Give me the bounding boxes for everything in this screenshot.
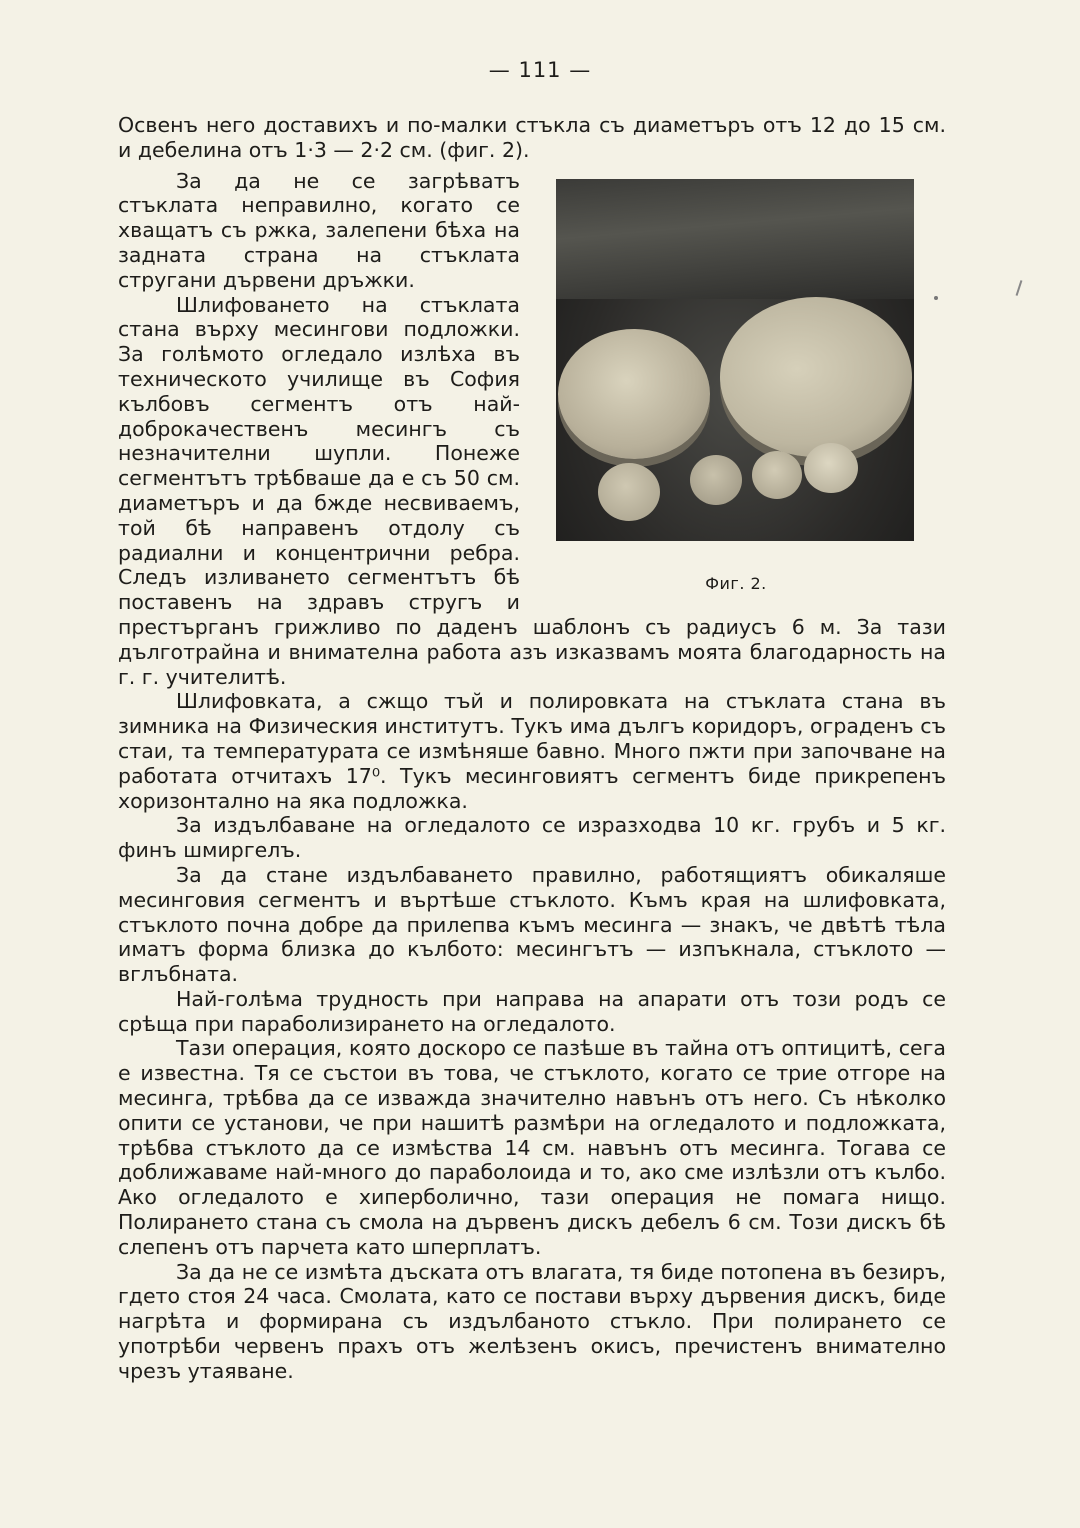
paragraph-9: За да не се измѣта дъската отъ влагата, тя биде потопена въ безиръ, гдето стоя 24 часа. Смолата, като се постави върху дървения дискъ, биде нагрѣта и формирана съ издълбаното стъкло. При полирането се употрѣби червенъ прахъ отъ желѣзенъ окисъ, пречистенъ внимателно чрезъ утаяване. [118, 1259, 946, 1383]
mirror-disc-small [598, 463, 660, 521]
paper-mark [1016, 280, 1023, 296]
mirror-disc-small [690, 455, 742, 505]
photo-background-cloth [556, 179, 914, 299]
page-number: — 111 — [488, 58, 592, 82]
mirror-disc-small [752, 451, 802, 499]
mirror-disc-large-right [720, 297, 912, 457]
paragraph-8: Тази операция, която доскоро се пазѣше въ тайна отъ оптицитѣ, сега е известна. Тя се състои въ това, че стъклото, когато се трие отгоре на месинга, трѣбва да се изважда значително навънъ отъ него. Съ нѣколко опити се установи, че при нашитѣ размѣри на огледалото и подложката, трѣбва стъклото да се измѣства 14 см. навънъ отъ месинга. Тогава се доближаваме най-много до параболоида и то, ако сме излѣзли отъ кълбо. Ако огледалото е хиперболично, тази операция не помага нищо. Полирането стана съ смола на дървенъ дискъ дебелъ 6 см. Този дискъ бѣ слепенъ отъ парчета като шперплатъ. [118, 1036, 946, 1259]
mirror-disc-large-left [558, 329, 710, 459]
paragraph-2: За да не се загрѣватъ стъклата неправилно, когато се хващатъ съ ржка, залепени бѣха на задната страна на стъклата стругани дървени дръжки. [118, 168, 520, 292]
paragraph-1: Освенъ него доставихъ и по-малки стъкла съ диаметъръ отъ 12 до 15 см. и дебелина отъ 1·3 — 2·2 см. (фиг. 2). [118, 113, 946, 162]
paragraph-4: Шлифовката, а сжщо тъй и полировката на стъклата стана въ зимника на Физическия институтъ. Тукъ има дългъ коридоръ, ограденъ съ стаи, та температурата се измѣняше бавно. Много пжти при започване на работата отчитахъ 17⁰. Тукъ месинговиятъ сегментъ биде прикрепенъ хоризонтално на яка подложка. [118, 689, 946, 813]
paragraph-7: Най-голѣма трудность при направа на апарати отъ този родъ се срѣща при параболизирането на огледалото. [118, 986, 946, 1036]
figure-2 [548, 169, 948, 597]
paragraph-5: За издълбаване на огледалото се изразходва 10 кг. грубъ и 5 кг. финъ шмиргелъ. [118, 813, 946, 863]
mirror-disc-small [804, 443, 858, 493]
paragraph-6: За да стане издълбаването правилно, работящиятъ обикаляше месинговия сегментъ и въртѣше стъклото. Къмъ края на шлифовката, стъклото почна добре да прилепва къмъ месинга — знакъ, че двѣтѣ тѣла иматъ форма близка до кълбото: месингътъ — изпъкнала, стъклото — вглъбната. [118, 862, 946, 987]
paper-speck [934, 296, 938, 300]
figure-caption: Фиг. 2. [705, 573, 767, 593]
paragraph-3: Шлифоването на стъклата стана върху месингови подложки. За голѣмото огледало излѣха въ техническото училище въ София кълбовъ сегментъ отъ най-доброкачественъ месингъ съ незначителни шупли. Понеже сегментътъ трѣбваше да е съ 50 см. диаметъръ и да бжде несвиваемъ, той бѣ направенъ отдолу съ радиални и концентрични ребра. Следъ изливането сегментътъ бѣ поставенъ на здравъ стругъ и престърганъ грижливо по даденъ шаблонъ съ радиусъ 6 м. За тази дълготрайна и внимателна работа азъ изказвамъ моята благодарность на г. г. учителитѣ. [118, 292, 946, 689]
text-column [118, 113, 946, 1384]
figure-photo [556, 179, 914, 541]
